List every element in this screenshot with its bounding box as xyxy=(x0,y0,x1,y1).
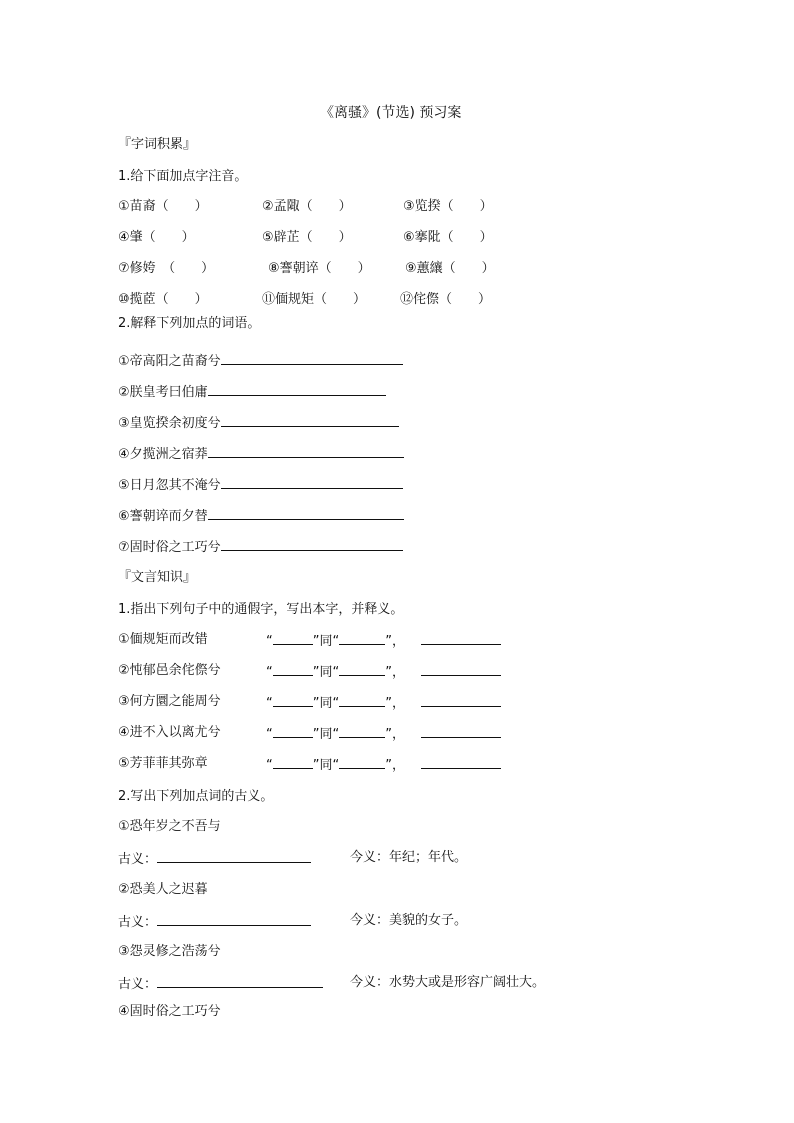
tongjia-answer xyxy=(266,663,501,681)
tongjia-original-blank[interactable] xyxy=(339,632,385,645)
answer-blank[interactable] xyxy=(221,352,403,365)
tongjia-meaning-blank[interactable] xyxy=(421,632,501,645)
open-quote: “ xyxy=(266,758,273,773)
open-quote: “ xyxy=(266,634,273,649)
ancient-label: 古义： xyxy=(118,852,158,867)
open-quote: “ xyxy=(266,727,273,742)
same-as-label: ”同“ xyxy=(312,727,340,742)
same-as-label: ”同“ xyxy=(312,758,340,773)
gujin-sentence: ②恐美人之迟暮 xyxy=(118,882,208,897)
answer-blank[interactable] xyxy=(221,538,403,551)
tongjia-original-blank[interactable] xyxy=(339,663,385,676)
tongjia-char-blank[interactable] xyxy=(273,632,313,645)
pinyin-item: ⑩揽茝（ ） xyxy=(118,292,208,307)
explain-item xyxy=(118,414,399,432)
question-explain: 2.解释下列加点的词语。 xyxy=(118,316,261,331)
tongjia-char-blank[interactable] xyxy=(273,694,313,707)
explain-item xyxy=(118,476,403,494)
pinyin-item: ⑥搴阰（ ） xyxy=(403,230,493,245)
open-quote: “ xyxy=(266,665,273,680)
close-quote: ”， xyxy=(385,634,405,649)
pinyin-item: ③览揆（ ） xyxy=(403,199,493,214)
gujin-sentence: ①恐年岁之不吾与 xyxy=(118,819,221,834)
gujin-ancient-row xyxy=(118,913,311,931)
gujin-modern: 今义：年纪；年代。 xyxy=(350,850,468,865)
tongjia-answer xyxy=(266,725,501,743)
question-ancient-meaning: 2.写出下列加点词的古义。 xyxy=(118,789,274,804)
pinyin-item: ⑫侘傺（ ） xyxy=(400,292,492,307)
tongjia-sentence: ③何方圜之能周兮 xyxy=(118,694,221,709)
tongjia-meaning-blank[interactable] xyxy=(421,694,501,707)
section-heading-vocab: 『字词积累』 xyxy=(118,137,197,152)
explain-item xyxy=(118,383,386,401)
pinyin-item: ④肇（ ） xyxy=(118,230,195,245)
tongjia-char-blank[interactable] xyxy=(273,756,313,769)
section-heading-classical: 『文言知识』 xyxy=(118,570,197,585)
same-as-label: ”同“ xyxy=(312,665,340,680)
ancient-meaning-blank[interactable] xyxy=(157,913,311,926)
open-quote: “ xyxy=(266,696,273,711)
ancient-label: 古义： xyxy=(118,915,158,930)
pinyin-item: ②孟陬（ ） xyxy=(262,199,352,214)
pinyin-item: ⑪偭规矩（ ） xyxy=(262,292,367,307)
tongjia-char-blank[interactable] xyxy=(273,725,313,738)
ancient-label: 古义： xyxy=(118,977,158,992)
tongjia-answer xyxy=(266,632,501,650)
explain-item xyxy=(118,445,404,463)
page-title: 《离骚》(节选) 预习案 xyxy=(320,105,462,121)
same-as-label: ”同“ xyxy=(312,696,340,711)
answer-blank[interactable] xyxy=(221,476,403,489)
pinyin-item: ⑦修姱 （ ） xyxy=(118,261,215,276)
answer-blank[interactable] xyxy=(221,414,399,427)
close-quote: ”， xyxy=(385,758,405,773)
explain-sentence: ①帝高阳之苗裔兮 xyxy=(118,354,221,369)
gujin-sentence: ④固时俗之工巧兮 xyxy=(118,1004,221,1019)
tongjia-sentence: ④进不入以离尤兮 xyxy=(118,725,221,740)
tongjia-sentence: ⑤芳菲菲其弥章 xyxy=(118,756,208,771)
explain-sentence: ⑥謇朝谇而夕替 xyxy=(118,509,208,524)
gujin-ancient-row xyxy=(118,975,323,993)
answer-blank[interactable] xyxy=(208,445,404,458)
same-as-label: ”同“ xyxy=(312,634,340,649)
tongjia-meaning-blank[interactable] xyxy=(421,663,501,676)
tongjia-original-blank[interactable] xyxy=(339,694,385,707)
explain-sentence: ④夕揽洲之宿莽 xyxy=(118,447,208,462)
answer-blank[interactable] xyxy=(208,383,386,396)
explain-sentence: ⑤日月忽其不淹兮 xyxy=(118,478,221,493)
tongjia-meaning-blank[interactable] xyxy=(421,725,501,738)
question-tongjia: 1.指出下列句子中的通假字，写出本字，并释义。 xyxy=(118,602,404,617)
close-quote: ”， xyxy=(385,665,405,680)
tongjia-answer xyxy=(266,694,501,712)
gujin-modern: 今义：水势大或是形容广阔壮大。 xyxy=(350,975,546,990)
explain-sentence: ②朕皇考曰伯庸 xyxy=(118,385,208,400)
explain-sentence: ⑦固时俗之工巧兮 xyxy=(118,540,221,555)
pinyin-item: ⑧謇朝谇（ ） xyxy=(268,261,371,276)
pinyin-item: ⑨蕙纕（ ） xyxy=(405,261,495,276)
close-quote: ”， xyxy=(385,727,405,742)
tongjia-original-blank[interactable] xyxy=(339,756,385,769)
tongjia-sentence: ①偭规矩而改错 xyxy=(118,632,208,647)
tongjia-answer xyxy=(266,756,501,774)
close-quote: ”， xyxy=(385,696,405,711)
gujin-sentence: ③怨灵修之浩荡兮 xyxy=(118,944,221,959)
explain-item xyxy=(118,507,404,525)
explain-item xyxy=(118,538,403,556)
gujin-modern: 今义：美貌的女子。 xyxy=(350,913,468,928)
tongjia-sentence: ②忳郁邑余侘傺兮 xyxy=(118,663,221,678)
answer-blank[interactable] xyxy=(208,507,404,520)
ancient-meaning-blank[interactable] xyxy=(157,850,311,863)
tongjia-meaning-blank[interactable] xyxy=(421,756,501,769)
explain-item xyxy=(118,352,403,370)
pinyin-item: ①苗裔（ ） xyxy=(118,199,208,214)
explain-sentence: ③皇览揆余初度兮 xyxy=(118,416,221,431)
pinyin-item: ⑤辟芷（ ） xyxy=(262,230,352,245)
tongjia-original-blank[interactable] xyxy=(339,725,385,738)
gujin-ancient-row xyxy=(118,850,311,868)
tongjia-char-blank[interactable] xyxy=(273,663,313,676)
question-pinyin: 1.给下面加点字注音。 xyxy=(118,169,248,184)
ancient-meaning-blank[interactable] xyxy=(157,975,323,988)
